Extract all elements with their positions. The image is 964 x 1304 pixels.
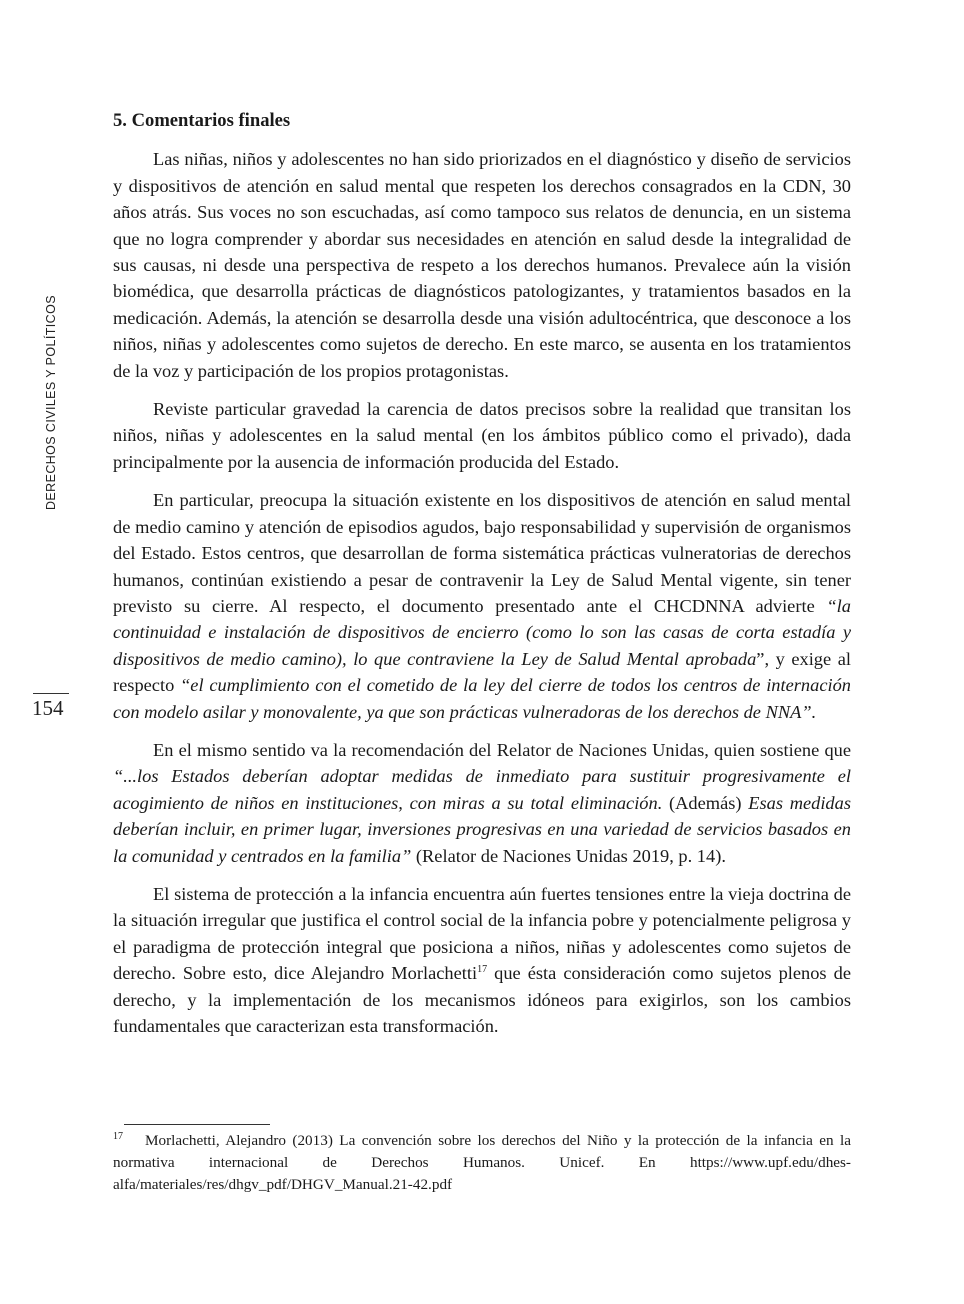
footnote-mark: 17 (113, 1131, 123, 1142)
p3-text-c: ”, y exige al respecto (113, 648, 851, 696)
p3-quote-2: “el cumplimiento con el cometido de la ley del cierre de todos los centros de internación con modelo asilar y monovalente, ya que son prácticas vulneradoras de los derechos de NNA”. (113, 675, 851, 722)
p4-citation: (Relator de Naciones Unidas 2019, p. 14). (411, 845, 726, 866)
paragraph-4 (113, 737, 851, 869)
p4-quote-2: Esas medidas deberían incluir, en primer lugar, inversiones progresivas en una variedad de servicios basados en la comunidad y centrados en la familia” (113, 792, 851, 866)
p3-text-a: En particular, preocupa la situación existente en los dispositivos de atención en salud mental de medio camino y atención de episodios agudos, bajo responsabilidad y supervisión de organismos del Estado. Estos centros, que desarrollan de forma sistemática prácticas vulneratorias de derechos humanos, continúan existiendo a pesar de contravenir la Ley de Salud Mental vigente, sin tener previsto su cierre. Al respecto, el documento presentado ante el CHCDNNA advierte (113, 490, 851, 616)
p4-quote-1: “...los Estados deberían adoptar medidas de inmediato para sustituir progresivamente el acogimiento de niños en instituciones, con miras a su total eliminación. (113, 766, 851, 813)
p5-text-a: El sistema de protección a la infancia encuentra aún fuertes tensiones entre la vieja doctrina de la situación irregular que justifica el control social de la infancia pobre y potencialmente peligrosa y el paradigma de protección integral que posiciona a niños, niñas y adolescentes como sujetos de derecho. Sobre esto, dice Alejandro Morlachetti (113, 883, 851, 984)
footnote-reference: 17 (477, 964, 488, 976)
paragraph-5 (113, 881, 851, 1039)
running-section-label: DERECHOS CIVILES Y POLÍTICOS (44, 295, 58, 510)
footnote-text: Morlachetti, Alejandro (2013) La convención sobre los derechos del Niño y la protección de la infancia en la normativa internacional de Derechos Humanos. Unicef. En https://www.upf.edu/dhes-alfa/materiales/res/dhgv_pdf/DHGV_Manual.21-42.pdf (113, 1132, 851, 1193)
footnote-separator (124, 1124, 270, 1125)
p4-text-c: (Además) (662, 792, 749, 813)
page-number: 154 (32, 696, 64, 720)
paragraph-2: Reviste particular gravedad la carencia de datos precisos sobre la realidad que transitan los niños, niñas y adolescentes en la salud mental (en los ámbitos público como el privado), dada principalmente por la ausencia de información producida del Estado. (113, 399, 851, 472)
p3-quote-1: “la continuidad e instalación de dispositivos de encierro (como lo son las casas de corta estadía y dispositivos de medio camino), lo que contraviene la Ley de Salud Mental aprobada (113, 595, 851, 669)
paragraph-1: Las niñas, niños y adolescentes no han sido priorizados en el diagnóstico y diseño de servicios y dispositivos de atención en salud mental que respeten los derechos consagrados en la CDN, 30 años atrás. Sus voces no son escuchadas, así como tampoco sus relatos de denuncia, en un sistema que no logra comprender y abordar sus necesidades en atención en salud desde la integralidad de sus causas, ni desde una perspectiva de respeto a los derechos humanos. Prevalece aún la visión biomédica, que desarrolla prácticas de diagnósticos patologizantes, y tratamientos basados en la medicación. Además, la atención se desarrolla desde una visión adultocéntrica, que desconoce a los niños, niñas y adolescentes como sujetos de derecho. En este marco, se ausenta en los tratamientos de la voz y participación de los propios protagonistas. (113, 149, 851, 381)
p5-text-b: que ésta consideración como sujetos plenos de derecho, y la implementación de los mecanismos idóneos para exigirlos, son los cambios fundamentales que caracterizan esta transformación. (113, 963, 851, 1036)
footnote (113, 1130, 851, 1196)
page-number-rule (33, 693, 69, 694)
section-heading: 5. Comentarios finales (113, 110, 291, 131)
paragraph-3 (113, 487, 851, 725)
p4-text-a: En el mismo sentido va la recomendación del Relator de Naciones Unidas, quien sostiene que (153, 739, 851, 760)
main-text (113, 108, 851, 1051)
